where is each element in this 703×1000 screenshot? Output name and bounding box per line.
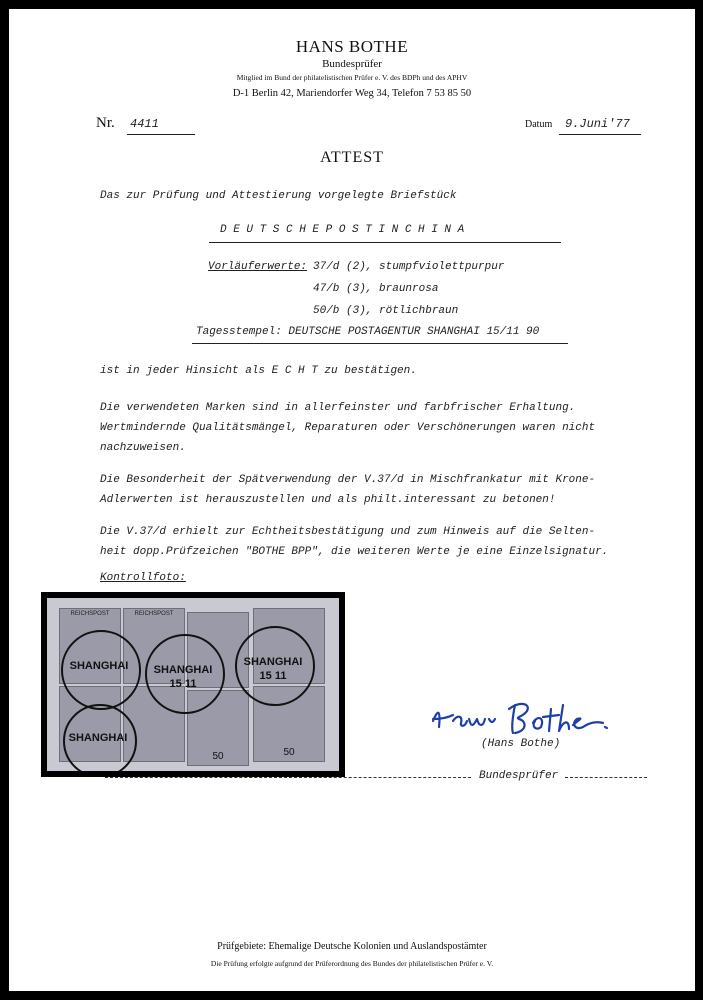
para2-line1: Die Besonderheit der Spätverwendung der V.37/d in Mischfrankatur mit Krone- — [100, 474, 596, 486]
postmark-text: SHANGHAI — [243, 656, 303, 668]
nr-underline — [127, 134, 195, 135]
datum-value: 9.Juni'77 — [565, 117, 630, 131]
stamp: 50 — [253, 686, 325, 762]
document-title: ATTEST — [320, 149, 384, 166]
verdict-text: ist in jeder Hinsicht als E C H T zu bestätigen. — [100, 365, 417, 377]
signature-dash-right — [565, 777, 647, 778]
postmark-date: 15 11 — [259, 670, 287, 682]
certificate-page — [9, 9, 695, 991]
letterhead-membership: Mitglied im Bund der philatelistischen Prüfer e. V. des BDPh und des APHV — [236, 73, 468, 82]
letterhead-address: D-1 Berlin 42, Mariendorfer Weg 34, Telefon 7 53 85 50 — [232, 88, 472, 99]
nr-value: 4411 — [130, 117, 159, 131]
para3-line1: Die V.37/d erhielt zur Echtheitsbestätigung und zum Hinweis auf die Selten- — [100, 526, 596, 538]
item-line-1: 37/d (2), stumpfviolettpurpur — [313, 261, 505, 273]
control-photo — [41, 592, 345, 777]
postmark-date: 15 11 — [169, 678, 197, 690]
stamp: 50 — [187, 690, 249, 766]
letterhead-name: HANS BOTHE — [295, 37, 409, 56]
signature-dash-left — [105, 777, 471, 778]
cancel-text: Tagesstempel: DEUTSCHE POSTAGENTUR SHANGHAI 15/11 90 — [196, 326, 540, 338]
para1-line2: Wertmindernde Qualitätsmängel, Reparaturen oder Verschönerungen waren nicht — [100, 422, 596, 434]
intro-text: Das zur Prüfung und Attestierung vorgelegte Briefstück — [100, 190, 457, 202]
datum-label: Datum — [525, 119, 553, 130]
postmark-text: SHANGHAI — [69, 660, 129, 672]
datum-underline — [559, 134, 641, 135]
item-line-2: 47/b (3), braunrosa — [313, 283, 439, 295]
nr-label: Nr. — [96, 115, 115, 131]
cancel-underline — [192, 343, 568, 344]
para3-line2: heit dopp.Prüfzeichen "BOTHE BPP", die weiteren Werte je eine Einzelsignatur. — [100, 546, 609, 558]
items-label: Vorläuferwerte: — [208, 261, 308, 273]
stamp: REICHSPOST — [59, 608, 121, 684]
subject-text: D E U T S C H E P O S T I N C H I N A — [220, 224, 465, 236]
postmark-text: SHANGHAI — [153, 664, 213, 676]
letterhead-title: Bundesprüfer — [322, 58, 382, 70]
photo-label: Kontrollfoto: — [100, 572, 186, 584]
footer-line-2: Die Prüfung erfolgte aufgrund der Prüferordnung des Bundes der philatelistischen Prüfer e. V. — [210, 959, 494, 968]
footer-line-1: Prüfgebiete: Ehemalige Deutsche Kolonien und Auslandspostämter — [217, 941, 487, 952]
para1-line3: nachzuweisen. — [100, 442, 186, 454]
postmark-text: SHANGHAI — [68, 732, 128, 744]
para1-line1: Die verwendeten Marken sind in allerfeinster und farbfrischer Erhaltung. — [100, 402, 576, 414]
stamp: REICHSPOST — [123, 608, 185, 684]
para2-line2: Adlerwerten ist herauszustellen und als philt.interessant zu betonen! — [100, 494, 556, 506]
control-photo-image — [47, 598, 339, 771]
signature-name: (Hans Bothe) — [481, 738, 561, 750]
item-line-3: 50/b (3), rötlichbraun — [313, 305, 459, 317]
signature-role: Bundesprüfer — [479, 770, 559, 782]
subject-underline — [209, 242, 561, 243]
